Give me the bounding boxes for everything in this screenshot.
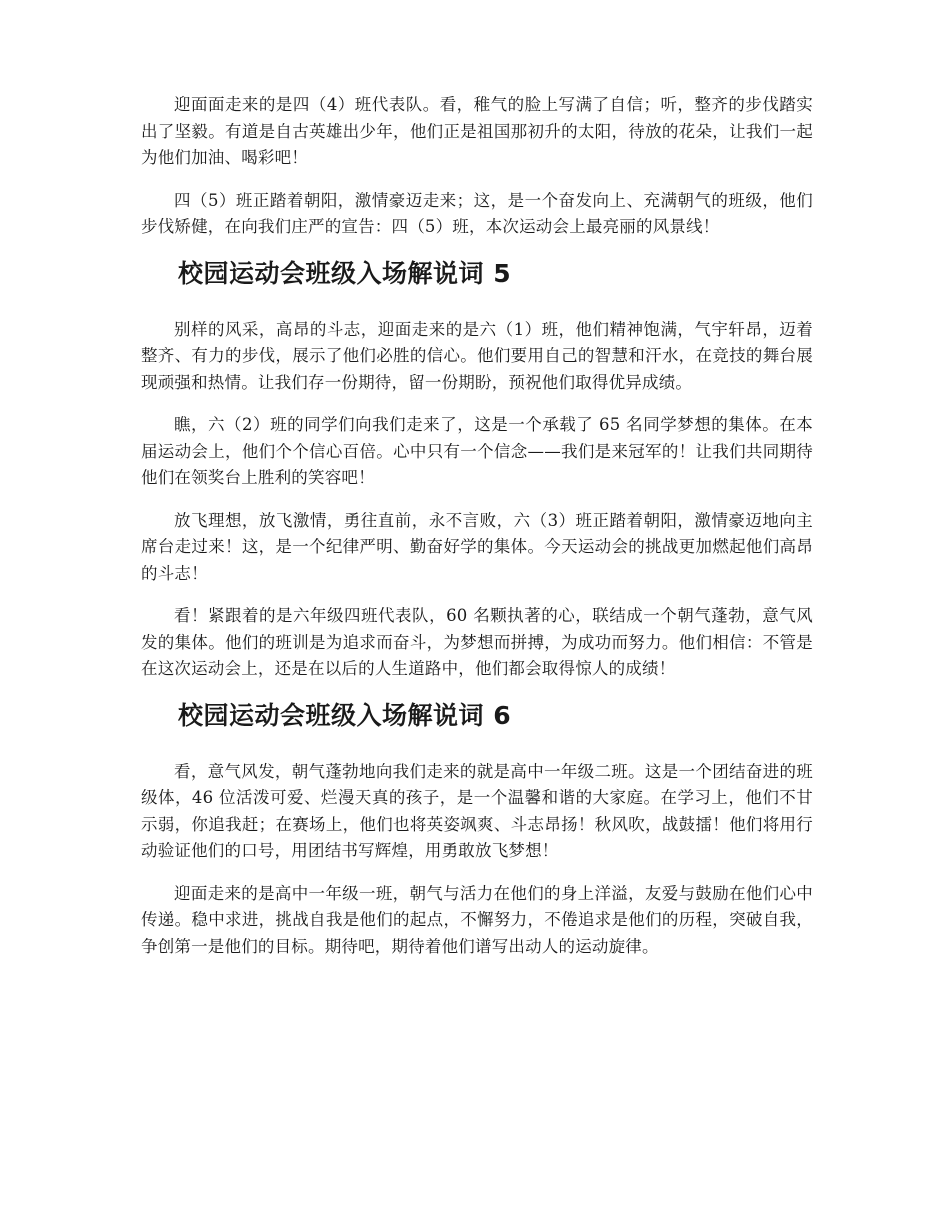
- section-heading: 校园运动会班级入场解说词 6: [178, 700, 512, 730]
- paragraph: 瞧，六（2）班的同学们向我们走来了，这是一个承载了 65 名同学梦想的集体。在本届运动会上，他们个个信心百倍。心中只有一个信念——我们是来冠军的！让我们共同期待他们在领奖台上胜利的笑容吧！: [141, 415, 813, 487]
- paragraph: 别样的风采，高昂的斗志，迎面走来的是六（1）班，他们精神饱满，气宇轩昂，迈着整齐、有力的步伐，展示了他们必胜的信心。他们要用自己的智慧和汗水，在竞技的舞台展现顽强和热情。让我们存一份期待，留一份期盼，预祝他们取得优异成绩。: [141, 319, 813, 392]
- paragraph: 看，意气风发，朝气蓬勃地向我们走来的就是高中一年级二班。这是一个团结奋进的班级体，46 位活泼可爱、烂漫天真的孩子，是一个温馨和谐的大家庭。在学习上，他们不甘示弱，你追我赶；在赛场上，他们也将英姿飒爽、斗志昂扬！秋风吹，战鼓擂！他们将用行动验证他们的口号，用团结书写辉煌，用勇敢放飞梦想！: [141, 761, 813, 860]
- paragraph: 迎面面走来的是四（4）班代表队。看，稚气的脸上写满了自信；听，整齐的步伐踏实出了坚毅。有道是自古英雄出少年，他们正是祖国那初升的太阳，待放的花朵，让我们一起为他们加油、喝彩吧！: [141, 95, 813, 167]
- paragraph: 看！紧跟着的是六年级四班代表队，60 名颗执著的心，联结成一个朝气蓬勃，意气风发的集体。他们的班训是为追求而奋斗，为梦想而拼搏，为成功而努力。他们相信：不管是在这次运动会上，还是在以后的人生道路中，他们都会取得惊人的成绩！: [141, 606, 813, 678]
- paragraph: 迎面走来的是高中一年级一班，朝气与活力在他们的身上洋溢，友爱与鼓励在他们心中传递。稳中求进，挑战自我是他们的起点，不懈努力，不倦追求是他们的历程，突破自我，争创第一是他们的目标。期待吧，期待着他们谱写出动人的运动旋律。: [141, 883, 813, 956]
- document-page: [141, 92, 813, 976]
- paragraph: 放飞理想，放飞激情，勇往直前，永不言败，六（3）班正踏着朝阳，激情豪迈地向主席台走过来！这，是一个纪律严明、勤奋好学的集体。今天运动会的挑战更加燃起他们高昂的斗志！: [141, 510, 813, 583]
- paragraph: 四（5）班正踏着朝阳，激情豪迈走来；这，是一个奋发向上、充满朝气的班级，他们步伐矫健，在向我们庄严的宣告：四（5）班，本次运动会上最亮丽的风景线！: [141, 190, 813, 236]
- section-heading: 校园运动会班级入场解说词 5: [178, 258, 512, 288]
